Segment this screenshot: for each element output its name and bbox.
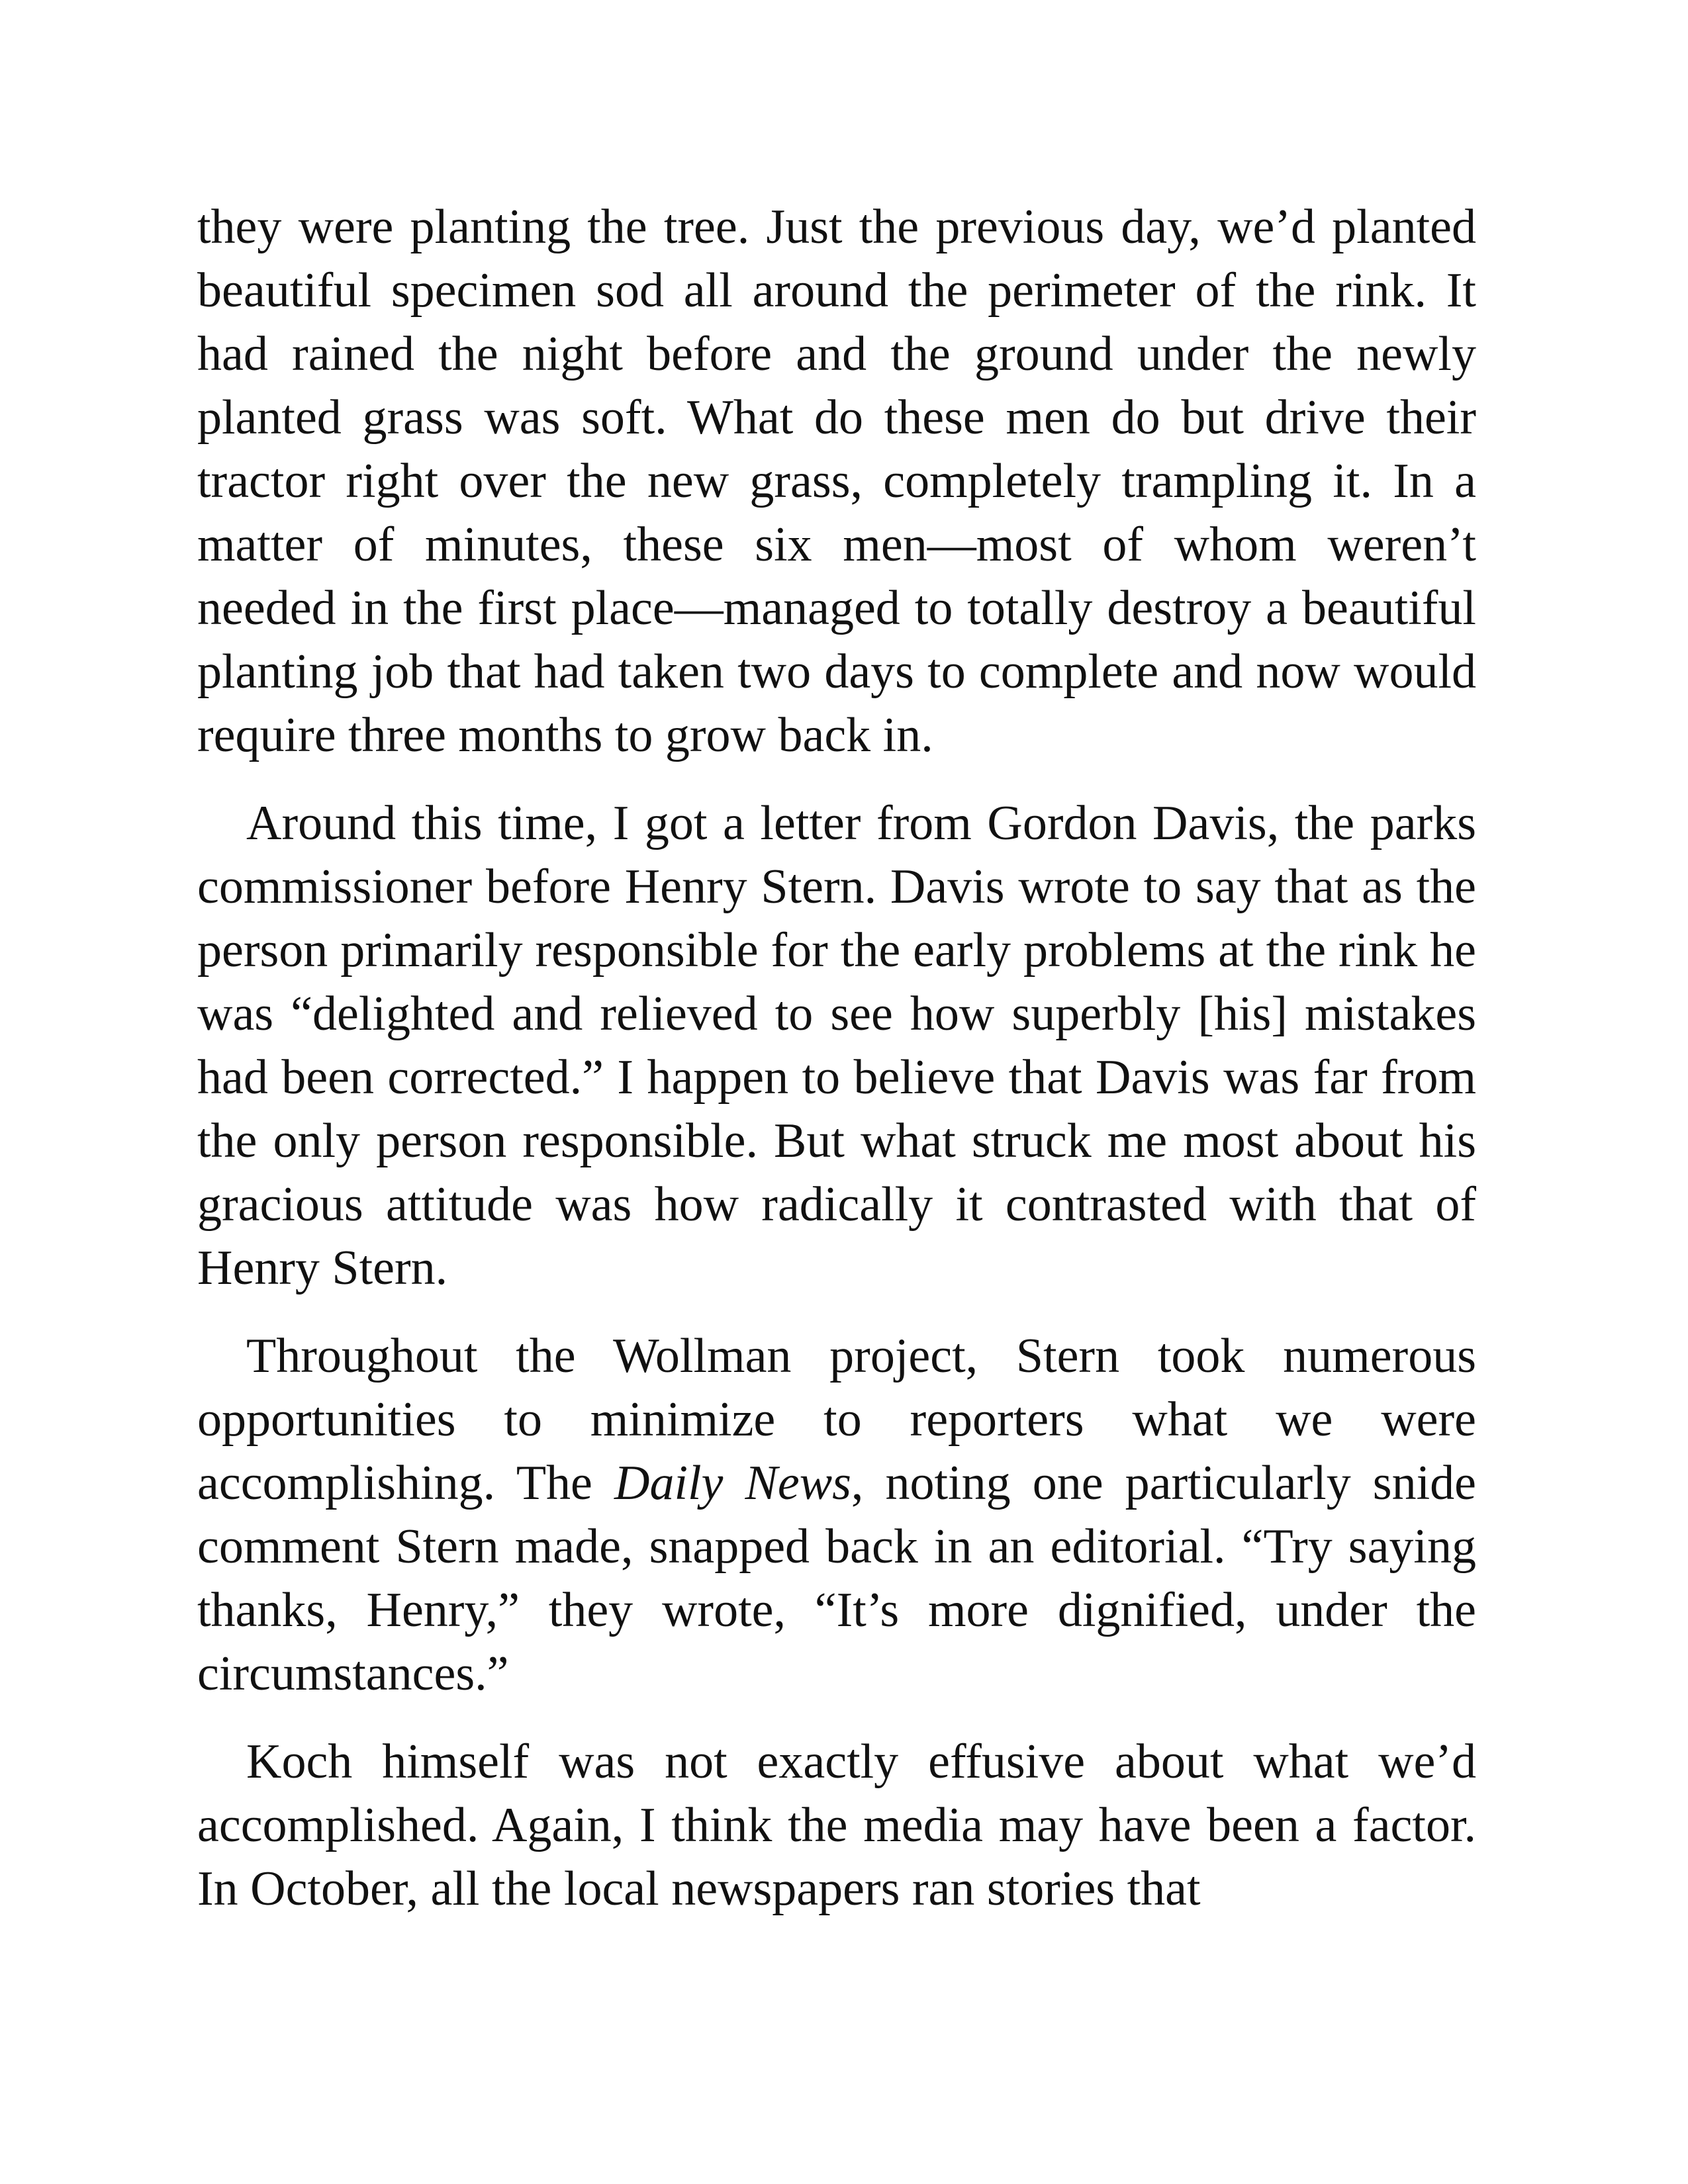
- paragraph-2: Around this time, I got a letter from Gordon Davis, the parks commissioner before Henry Stern. Davis wrote to say that as the person primarily responsible for the early problems at the rink he was “delighted and relieved to see how superbly [his] mistakes had been corrected.” I happen to believe that Davis was far from the only person responsible. But what struck me most about his gracious attitude was how radically it contrasted with that of Henry Stern.: [197, 796, 1476, 1295]
- paragraph-4: Koch himself was not exactly effusive about what we’d accomplished. Again, I think the media may have been a factor. In October, all the local newspapers ran stories that: [197, 1735, 1476, 1916]
- paragraph-1: they were planting the tree. Just the previous day, we’d planted beautiful specimen sod all around the perimeter of the rink. It had rained the night before and the ground under the newly planted grass was soft. What do these men do but drive their tractor right over the new grass, completely trampling it. In a matter of minutes, these six men—most of whom weren’t needed in the first place—managed to totally destroy a beautiful planting job that had taken two days to complete and now would require three months to grow back in.: [197, 200, 1476, 762]
- body-text: [197, 195, 1476, 1945]
- newspaper-title: Daily News: [614, 1456, 851, 1510]
- paragraph-3-text-before: Throughout the Wollman project, Stern took numerous opportunities to minimize to reporters what we were accomplishing. The: [197, 1329, 1476, 1510]
- paragraph-3: [197, 1324, 1476, 1706]
- paragraph-3-text-after: , noting one particularly snide comment Stern made, snapped back in an editorial. “Try saying thanks, Henry,” they wrote, “It’s more dignified, under the circumstances.”: [197, 1456, 1477, 1701]
